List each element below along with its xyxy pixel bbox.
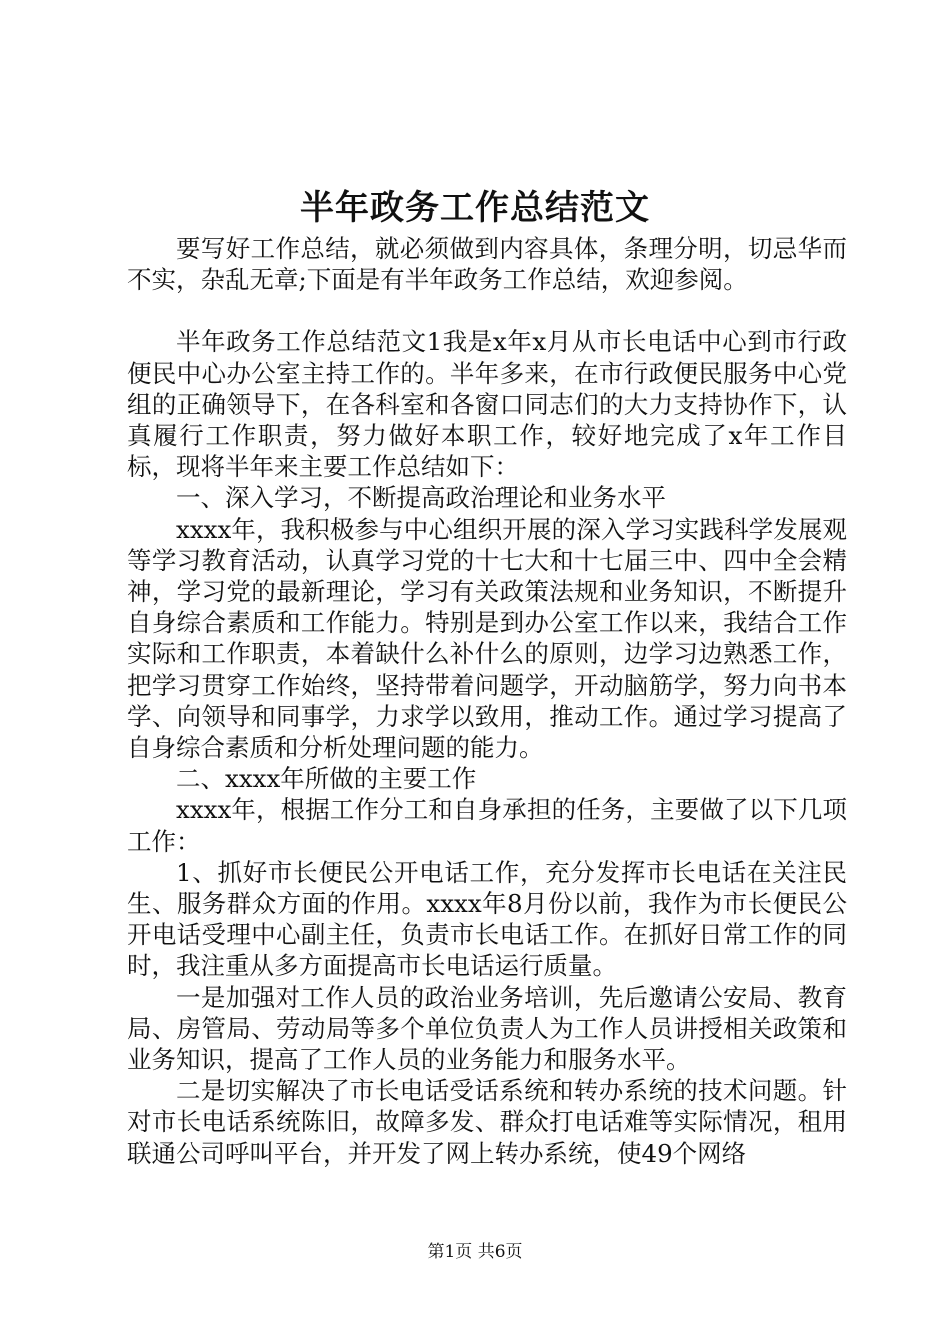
- section-heading: 二、xxxx年所做的主要工作: [176, 764, 477, 794]
- document-title: 半年政务工作总结范文: [300, 188, 650, 228]
- document-body: [127, 233, 847, 1169]
- body-paragraph: xxxx年，根据工作分工和自身承担的任务，主要做了以下几项工作：: [127, 795, 847, 856]
- body-paragraph: 1、抓好市长便民公开电话工作，充分发挥市长电话在关注民生、服务群众方面的作用。xxxx年8月份以前，我作为市长便民公开电话受理中心副主任，负责市长电话工作。在抓好日常工作的同时，我注重从多方面提高市长电话运行质量。: [127, 857, 847, 981]
- intro-paragraph: 要写好工作总结，就必须做到内容具体，条理分明，切忌华而不实，杂乱无章;下面是有半年政务工作总结，欢迎参阅。: [127, 234, 847, 295]
- page-footer: 第1页 共6页: [427, 1242, 523, 1262]
- body-paragraph: 半年政务工作总结范文1我是x年x月从市长电话中心到市行政便民中心办公室主持工作的。半年多来，在市行政便民服务中心党组的正确领导下，在各科室和各窗口同志们的大力支持协作下，认真履行工作职责，努力做好本职工作，较好地完成了x年工作目标，现将半年来主要工作总结如下：: [127, 327, 847, 482]
- body-paragraph: xxxx年，我积极参与中心组织开展的深入学习实践科学发展观等学习教育活动，认真学习党的十七大和十七届三中、四中全会精神，学习党的最新理论，学习有关政策法规和业务知识，不断提升自身综合素质和工作能力。特别是到办公室工作以来，我结合工作实际和工作职责，本着缺什么补什么的原则，边学习边熟悉工作，把学习贯穿工作始终，坚持带着问题学，开动脑筋学，努力向书本学、向领导和同事学，力求学以致用，推动工作。通过学习提高了自身综合素质和分析处理问题的能力。: [127, 514, 847, 763]
- section-heading: 一、深入学习，不断提高政治理论和业务水平: [176, 483, 666, 513]
- body-paragraph: 一是加强对工作人员的政治业务培训，先后邀请公安局、教育局、房管局、劳动局等多个单位负责人为工作人员讲授相关政策和业务知识，提高了工作人员的业务能力和服务水平。: [127, 982, 847, 1075]
- body-paragraph: 二是切实解决了市长电话受话系统和转办系统的技术问题。针对市长电话系统陈旧，故障多发、群众打电话难等实际情况，租用联通公司呼叫平台，并开发了网上转办系统，使49个网络: [127, 1076, 847, 1168]
- paragraph-gap: [127, 295, 847, 326]
